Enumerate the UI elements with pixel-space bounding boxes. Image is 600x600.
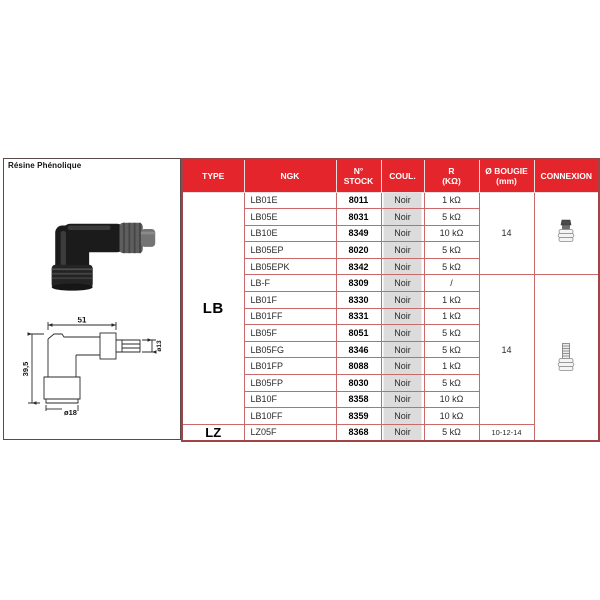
ngk-cell: LB05EP bbox=[244, 242, 336, 259]
table-row bbox=[182, 192, 599, 209]
stock-cell: 8358 bbox=[336, 391, 381, 408]
ngk-cell: LB10FF bbox=[244, 408, 336, 425]
spark-plug-cap-photo-icon bbox=[32, 207, 157, 302]
coul-cell: Noir bbox=[381, 292, 424, 309]
cap-technical-drawing bbox=[18, 317, 170, 417]
coul-cell: Noir bbox=[381, 341, 424, 358]
coul-cell: Noir bbox=[381, 375, 424, 392]
coul-cell: Noir bbox=[381, 424, 424, 441]
coul-cell: Noir bbox=[381, 275, 424, 292]
stock-cell: 8030 bbox=[336, 375, 381, 392]
ngk-cell: LB10F bbox=[244, 391, 336, 408]
stock-cell: 8331 bbox=[336, 308, 381, 325]
header-connexion: CONNEXION bbox=[534, 159, 599, 192]
connexion-cell-f-series bbox=[534, 275, 599, 441]
coul-cell: Noir bbox=[381, 308, 424, 325]
table-row bbox=[182, 275, 599, 292]
resistance-cell: 10 kΩ bbox=[424, 391, 479, 408]
stock-cell: 8346 bbox=[336, 341, 381, 358]
ngk-cell: LB10E bbox=[244, 225, 336, 242]
ngk-cell: LB05EPK bbox=[244, 258, 336, 275]
spark-plug-cap-table bbox=[181, 158, 600, 442]
stock-cell: 8368 bbox=[336, 424, 381, 441]
resistance-cell: 10 kΩ bbox=[424, 408, 479, 425]
stock-cell: 8359 bbox=[336, 408, 381, 425]
terminal-nut-connector-icon bbox=[554, 218, 578, 248]
coul-cell: Noir bbox=[381, 242, 424, 259]
stock-cell: 8088 bbox=[336, 358, 381, 375]
coul-cell: Noir bbox=[381, 408, 424, 425]
coul-cell: Noir bbox=[381, 192, 424, 209]
bougie-cell-f-series: 14 bbox=[479, 275, 534, 424]
catalog-page bbox=[3, 158, 598, 440]
type-cell-lz: LZ bbox=[182, 424, 244, 441]
header-type: TYPE bbox=[182, 159, 244, 192]
ngk-cell: LB05E bbox=[244, 209, 336, 226]
resine-phenolique-panel bbox=[3, 158, 181, 440]
resistance-cell: / bbox=[424, 275, 479, 292]
stock-cell: 8309 bbox=[336, 275, 381, 292]
coul-cell: Noir bbox=[381, 358, 424, 375]
resistance-cell: 5 kΩ bbox=[424, 341, 479, 358]
header-row bbox=[182, 159, 599, 192]
stock-cell: 8342 bbox=[336, 258, 381, 275]
resistance-cell: 5 kΩ bbox=[424, 209, 479, 226]
stock-cell: 8330 bbox=[336, 292, 381, 309]
dim-left-label: 39,5 bbox=[21, 361, 30, 377]
ngk-cell: LB01FP bbox=[244, 358, 336, 375]
resistance-cell: 1 kΩ bbox=[424, 192, 479, 209]
dim-bottom-label: ø18 bbox=[64, 408, 77, 417]
coul-cell: Noir bbox=[381, 258, 424, 275]
coul-cell: Noir bbox=[381, 225, 424, 242]
ngk-cell: LB05F bbox=[244, 325, 336, 342]
bougie-cell-lz: 10-12-14 bbox=[479, 424, 534, 441]
header-resistance: R (KΩ) bbox=[424, 159, 479, 192]
stock-cell: 8011 bbox=[336, 192, 381, 209]
resistance-cell: 5 kΩ bbox=[424, 242, 479, 259]
resistance-cell: 5 kΩ bbox=[424, 325, 479, 342]
ngk-cell: LB01F bbox=[244, 292, 336, 309]
stock-cell: 8349 bbox=[336, 225, 381, 242]
coul-cell: Noir bbox=[381, 391, 424, 408]
stock-cell: 8031 bbox=[336, 209, 381, 226]
dim-top-label: 51 bbox=[77, 317, 87, 325]
connexion-cell-e-series bbox=[534, 192, 599, 275]
panel-title: Résine Phénolique bbox=[8, 161, 82, 170]
resistance-cell: 5 kΩ bbox=[424, 258, 479, 275]
resistance-cell: 1 kΩ bbox=[424, 308, 479, 325]
stock-cell: 8051 bbox=[336, 325, 381, 342]
ngk-cell: LZ05F bbox=[244, 424, 336, 441]
header-coul: COUL. bbox=[381, 159, 424, 192]
threaded-stud-connector-icon bbox=[554, 342, 578, 374]
ngk-cell: LB05FG bbox=[244, 341, 336, 358]
header-ngk: NGK bbox=[244, 159, 336, 192]
header-bougie: Ø BOUGIE (mm) bbox=[479, 159, 534, 192]
type-cell-lb: LB bbox=[182, 192, 244, 424]
resistance-cell: 5 kΩ bbox=[424, 375, 479, 392]
resistance-cell: 5 kΩ bbox=[424, 424, 479, 441]
coul-cell: Noir bbox=[381, 325, 424, 342]
resistance-cell: 1 kΩ bbox=[424, 358, 479, 375]
header-stock: N° STOCK bbox=[336, 159, 381, 192]
ngk-cell: LB05FP bbox=[244, 375, 336, 392]
bougie-cell-e-series: 14 bbox=[479, 192, 534, 275]
coul-cell: Noir bbox=[381, 209, 424, 226]
resistance-cell: 1 kΩ bbox=[424, 292, 479, 309]
ngk-cell: LB-F bbox=[244, 275, 336, 292]
ngk-cell: LB01FF bbox=[244, 308, 336, 325]
ngk-cell: LB01E bbox=[244, 192, 336, 209]
stock-cell: 8020 bbox=[336, 242, 381, 259]
dim-right-label: ø13 bbox=[156, 340, 163, 352]
resistance-cell: 10 kΩ bbox=[424, 225, 479, 242]
